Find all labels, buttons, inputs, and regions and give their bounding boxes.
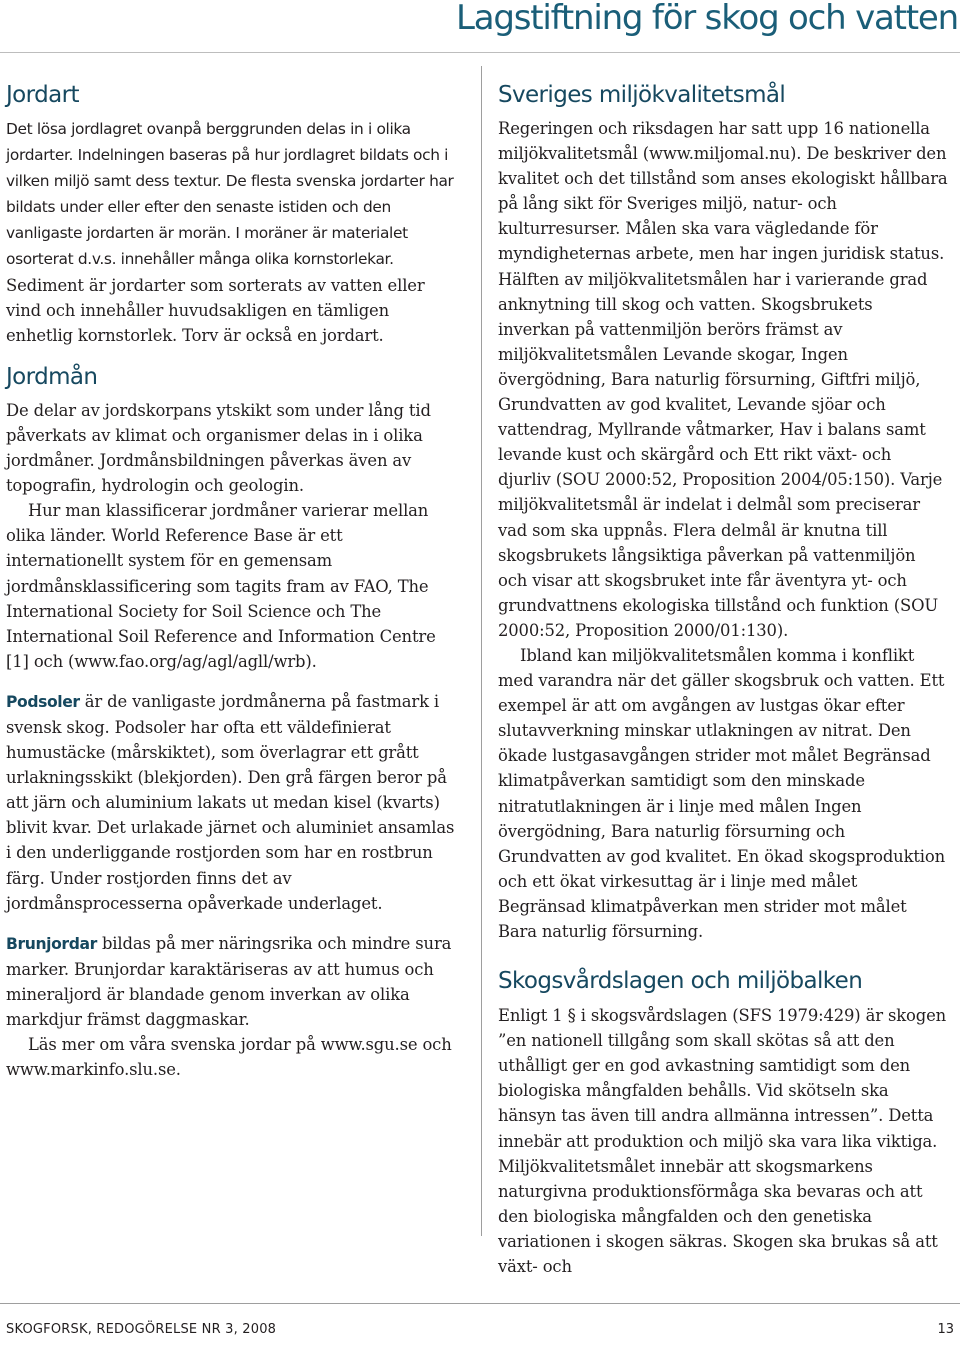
paragraph-jordman-1: De delar av jordskorpans ytskikt som under lång tid påverkats av klimat och organismer delas in i olika jordmåner. Jordmånsbildningen påverkas även av topografin, hydrologin och geologin.: [6, 400, 431, 496]
paragraph-brunjordar: [6, 931, 458, 1032]
term-podsoler: Podsoler: [6, 692, 80, 711]
footer-rule: [0, 1303, 960, 1304]
heading-jordart: Jordart: [6, 82, 79, 108]
jordart-text-serif: Sediment är jordarter som sorterats av vatten eller vind och innehåller huvudsakligen en tämligen enhetlig kornstorlek. Torv är också en jordart.: [6, 275, 425, 345]
paragraph-miljomal-1: Regeringen och riksdagen har satt upp 16 nationella miljökvalitetsmål (www.miljomal.nu). De beskriver den kvalitet och det tillstånd som anses ekologiskt hållbara på lång sikt för Sveriges miljö, natur- och kulturresurser. Målen ska vara vägledande för myndigheternas arbete, men har ingen juridisk status. Hälften av miljökvalitetsmålen har i varierande grad anknytning till skog och vatten. Skogsbrukets inverkan på vattenmiljön berörs främst av miljökvalitetsmålen Levande skogar, Ingen övergödning, Bara naturlig försurning, Giftfri miljö, Grundvatten av god kvalitet, Levande sjöar och vattendrag, Myllrande våtmarker, Hav i balans samt levande kust och skärgård och Ett rikt växt- och djurliv (SOU 2000:52, Proposition 2004/05:150). Varje miljökvalitetsmål är indelat i delmål som preciserar vad som ska uppnås. Flera delmål är knutna till skogsbrukets långsiktiga påverkan på vattenmiljön och visar att skogsbruket inte får äventyra yt- och grundvattnens ekologiska tillstånd och funktion (SOU 2000:52, Proposition 2000/01:130).: [498, 119, 948, 640]
paragraph-read-more: Läs mer om våra svenska jordar på www.sgu.se och www.markinfo.slu.se.: [6, 1035, 452, 1080]
paragraph-miljomal-2: Ibland kan miljökvalitetsmålen komma i konflikt med varandra när det gäller skogsbruk och vatten. Ett exempel är att om avgången av lustgas ökar efter slutavverkning minskar utlakningen av nitrat. Den ökade lustgasavgången strider mot målet Begränsad klimatpåverkan samtidigt som den minskade nitratutlakningen är i linje med målen Ingen övergödning, Bara naturlig försurning och Grundvatten av god kvalitet. En ökad skogsproduktion och ett ökat virkesuttag är i linje med målet Begränsad klimatpåverkan men strider mot målet Bara naturlig försurning.: [498, 645, 946, 941]
brunjordar-text: bildas på mer näringsrika och mindre sura marker. Brunjordar karaktäriseras av att humus och mineraljord är blandade genom inverkan av olika markdjur främst daggmaskar.: [6, 933, 452, 1029]
podsoler-text: är de vanligaste jordmånerna på fastmark i svensk skog. Podsoler har ofta ett väldefinierat humustäcke (mårskiktet), som överlagrar ett grått urlakningsskikt (blekjorden). Den grå färgen beror på att järn och aluminium lakats ut medan kisel (kvarts) blivit kvar. Det urlakade järnet och aluminiet ansamlas i den underliggande rostjorden som har en rostbrun färg. Under rostjorden finns det av jordmånsprocesserna opåverkade underlaget.: [6, 691, 455, 913]
header-rule: [0, 52, 960, 53]
heading-miljokvalitetsmal: Sveriges miljökvalitetsmål: [498, 82, 786, 108]
right-column: [498, 72, 948, 1279]
footer-page-number: 13: [937, 1322, 954, 1337]
footer-publication: SKOGFORSK, REDOGÖRELSE NR 3, 2008: [6, 1322, 277, 1337]
left-column: [6, 72, 458, 1082]
paragraph-jordman-2: Hur man klassificerar jordmåner varierar mellan olika länder. World Reference Base är ett internationellt system för en gemensam jordmånsklassificering som tagits fram av FAO, The International Society for Soil Science och The International Soil Reference and Information Centre [1] och (www.fao.org/ag/agl/agll/wrb).: [6, 501, 436, 671]
paragraph-jordart: [6, 116, 458, 348]
heading-skogsvardslagen: Skogsvårdslagen och miljöbalken: [498, 968, 863, 995]
heading-jordman: Jordmån: [6, 363, 98, 390]
paragraph-skogsvard-1: Enligt 1 § i skogsvårdslagen (SFS 1979:429) är skogen ”en nationell tillgång som skall skötas så att den uthålligt ger en god avkastning samtidigt som den biologiska mångfalden behålls. Vid skötseln ska hänsyn tas även till andra allmänna intressen”. Detta innebär att produktion och miljö ska vara lika viktiga. Miljökvalitetsmålet innebär att skogsmarkens naturgivna produktionsförmåga ska bevaras och att den biologiska mångfalden och den genetiska variationen i skogen säkras. Skogen ska brukas så att växt- och: [498, 1006, 947, 1277]
page-header-title: Lagstiftning för skog och vatten: [456, 0, 958, 38]
column-divider: [481, 66, 482, 1236]
paragraph-podsoler: [6, 689, 458, 916]
jordart-text-sans: Det lösa jordlagret ovanpå berggrunden delas in i olika jordarter. Indelningen baseras på hur jordlagret bildats och i vilken miljö samt dess textur. De flesta svenska jordarter har bildats under eller efter den senaste istiden och den vanligaste jordarten är morän. I moräner är materialet osorterat d.v.s. innehåller många olika kornstorlekar.: [6, 120, 454, 269]
term-brunjordar: Brunjordar: [6, 934, 97, 953]
